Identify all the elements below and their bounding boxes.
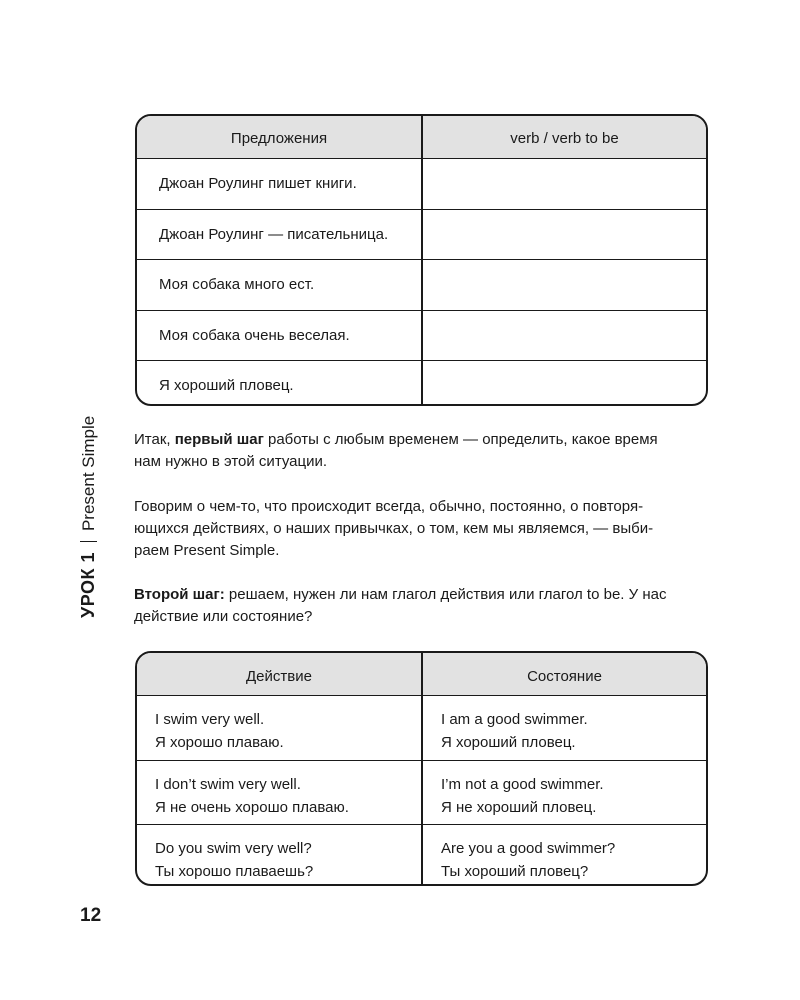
text-span: Итак,	[134, 431, 175, 448]
table-row	[137, 310, 706, 361]
header-verb-type: verb / verb to be	[510, 130, 619, 147]
text-span: ющихся действиях, о наших привычках, о том, кем мы являемся, — выби-	[134, 520, 654, 537]
russian-line: Я хорошо плаваю.	[155, 734, 284, 751]
bold-term: Второй шаг:	[134, 586, 225, 603]
table-row	[137, 695, 706, 760]
sentence-cell: Моя собака много ест.	[137, 260, 423, 310]
topic-label: Present Simple	[78, 415, 98, 532]
table-row	[137, 158, 706, 209]
sentences-table	[135, 114, 708, 406]
russian-line: Я хороший пловец.	[441, 734, 576, 751]
paragraph-second-step	[134, 584, 712, 628]
header-sentences: Предложения	[137, 116, 423, 158]
english-line: I swim very well.	[155, 711, 265, 728]
state-cell	[423, 696, 706, 760]
answer-cell[interactable]	[423, 260, 706, 310]
sentence-cell: Джоан Роулинг — писательница.	[137, 210, 423, 260]
table-header-row	[137, 653, 706, 695]
paragraph-present-simple	[134, 496, 712, 562]
action-cell	[137, 761, 423, 825]
english-line: Do you swim very well?	[155, 840, 312, 857]
action-cell	[137, 825, 423, 886]
state-cell	[423, 825, 706, 886]
header-state: Состояние	[527, 668, 602, 685]
text-span: работы с любым временем — определить, какое время	[263, 431, 658, 448]
answer-cell[interactable]	[423, 311, 706, 361]
table-row	[137, 760, 706, 825]
paragraph-first-step	[134, 429, 712, 473]
header-separator	[80, 541, 97, 542]
action-cell	[137, 696, 423, 760]
english-line: Are you a good swimmer?	[441, 840, 616, 857]
answer-cell[interactable]	[423, 361, 706, 406]
table-row	[137, 824, 706, 886]
page-number: 12	[80, 905, 102, 926]
text-span: Говорим о чем-то, что происходит всегда, обычно, постоянно, о повторя-	[134, 498, 644, 515]
answer-cell[interactable]	[423, 210, 706, 260]
table-row	[137, 209, 706, 260]
english-line: I am a good swimmer.	[441, 711, 588, 728]
english-line: I don’t swim very well.	[155, 775, 301, 793]
state-cell	[423, 761, 706, 825]
sentence-cell: Джоан Роулинг пишет книги.	[137, 159, 423, 209]
russian-line: Ты хороший пловец?	[441, 863, 589, 880]
text-span: действие или состояние?	[134, 608, 313, 625]
lesson-label: УРОК 1	[78, 552, 98, 618]
header-action: Действие	[137, 653, 423, 695]
text-span: решаем, нужен ли нам глагол действия или глагол to be. У нас	[224, 586, 667, 603]
table-row	[137, 360, 706, 406]
bold-term: первый шаг	[174, 431, 264, 448]
sentence-cell: Я хороший пловец.	[137, 361, 423, 406]
russian-line: Я не хороший пловец.	[441, 798, 597, 816]
answer-cell[interactable]	[423, 159, 706, 209]
russian-line: Я не очень хорошо плаваю.	[155, 798, 349, 816]
action-state-table	[135, 651, 708, 886]
side-running-header	[78, 416, 99, 618]
text-span: нам нужно в этой ситуации.	[134, 453, 328, 470]
english-line: I’m not a good swimmer.	[441, 775, 604, 793]
table-row	[137, 259, 706, 310]
text-span: раем Present Simple.	[134, 542, 280, 559]
sentence-cell: Моя собака очень веселая.	[137, 311, 423, 361]
russian-line: Ты хорошо плаваешь?	[155, 863, 314, 880]
table-header-row	[137, 116, 706, 158]
